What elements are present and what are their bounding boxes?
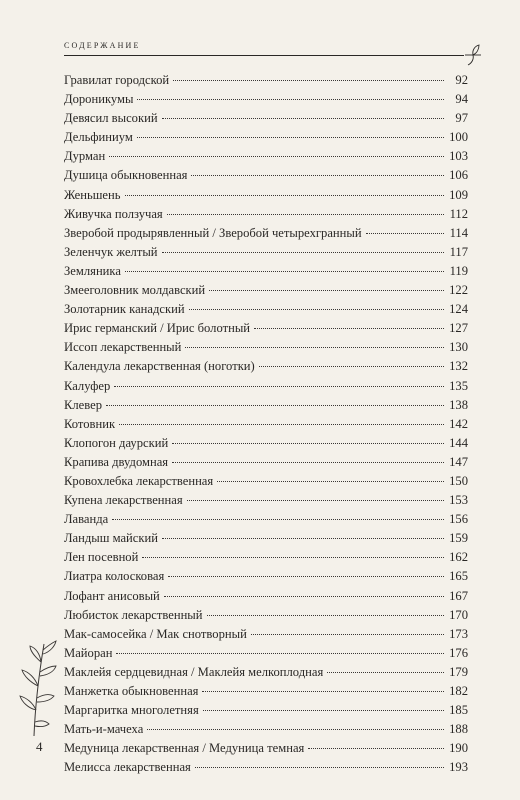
toc-entry-title: Девясил высокий: [64, 111, 158, 126]
toc-entry: [64, 109, 468, 128]
toc-entry: [64, 281, 468, 300]
toc-entry: [64, 396, 468, 415]
toc-entry: [64, 377, 468, 396]
toc-entry-page: 124: [449, 302, 468, 317]
toc-entry-title: Живучка ползучая: [64, 206, 163, 221]
toc-dot-leader: [116, 653, 444, 654]
toc-dot-leader: [147, 729, 444, 730]
toc-entry-title: Дельфиниум: [64, 130, 133, 145]
toc-dot-leader: [327, 672, 444, 673]
toc-entry: [64, 205, 468, 224]
toc-entry: [64, 338, 468, 357]
toc-entry: [64, 472, 468, 491]
toc-entry-page: 144: [449, 435, 468, 450]
toc-entry-title: Купена лекарственная: [64, 493, 183, 508]
toc-entry-title: Мак-самосейка / Мак снотворный: [64, 626, 247, 641]
toc-entry-title: Дороникумы: [64, 92, 134, 107]
toc-dot-leader: [173, 80, 444, 81]
toc-entry: [64, 453, 468, 472]
toc-entry-page: 167: [449, 588, 468, 603]
toc-entry-page: 147: [449, 454, 468, 469]
toc-entry: [64, 567, 468, 586]
toc-dot-leader: [114, 386, 444, 387]
toc-entry-title: Гравилат городской: [64, 73, 170, 87]
toc-entry-page: 100: [449, 130, 468, 145]
toc-entry-page: 142: [449, 416, 468, 431]
toc-entry-title: Маргаритка многолетняя: [64, 703, 199, 718]
toc-dot-leader: [189, 309, 444, 310]
toc-dot-leader: [106, 405, 444, 406]
toc-entry-page: 130: [449, 340, 468, 355]
toc-entry-title: Змееголовник молдавский: [64, 283, 206, 298]
toc-entry-title: Дурман: [64, 149, 106, 164]
toc-entry-page: 156: [449, 512, 468, 527]
toc-entry-title: Любисток лекарственный: [64, 607, 203, 622]
toc-dot-leader: [308, 748, 444, 749]
toc-dot-leader: [119, 424, 444, 425]
toc-entry-page: 176: [449, 645, 468, 660]
toc-entry-page: 179: [449, 664, 468, 679]
toc-entry-title: Земляника: [64, 263, 121, 278]
toc-entry: [64, 587, 468, 606]
header-rule: [64, 55, 464, 56]
toc-entry-page: 185: [449, 703, 468, 718]
toc-dot-leader: [185, 347, 444, 348]
toc-entry-page: 97: [455, 111, 468, 126]
toc-entry-title: Лаванда: [64, 512, 109, 527]
toc-entry-page: 122: [449, 283, 468, 298]
toc-entry: [64, 625, 468, 644]
toc-entry: [64, 758, 468, 777]
page-header-title: содержание: [64, 37, 141, 51]
toc-entry: [64, 71, 468, 90]
toc-entry-title: Золотарник канадский: [64, 302, 185, 317]
toc-entry-page: 103: [449, 149, 468, 164]
toc-entry-title: Калуфер: [64, 378, 111, 393]
toc-entry: [64, 128, 468, 147]
toc-dot-leader: [217, 481, 444, 482]
toc-entry-title: Мать-и-мачеха: [64, 722, 144, 737]
toc-dot-leader: [168, 576, 444, 577]
toc-entry: [64, 262, 468, 281]
toc-dot-leader: [112, 519, 444, 520]
toc-entry: [64, 663, 468, 682]
toc-entry-page: 193: [449, 760, 468, 775]
toc-entry: [64, 166, 468, 185]
toc-entry: [64, 548, 468, 567]
toc-entry-page: 135: [449, 378, 468, 393]
toc-entry-page: 106: [449, 168, 468, 183]
toc-entry: [64, 606, 468, 625]
toc-entry-page: 92: [455, 73, 468, 87]
toc-entry-page: 159: [449, 531, 468, 546]
toc-entry: [64, 300, 468, 319]
toc-entry: [64, 357, 468, 376]
toc-entry-title: Маклейя сердцевидная / Маклейя мелкоплодная: [64, 664, 324, 679]
toc-dot-leader: [172, 462, 444, 463]
toc-entry: [64, 434, 468, 453]
toc-dot-leader: [137, 137, 444, 138]
toc-entry-page: 127: [449, 321, 468, 336]
toc-dot-leader: [172, 443, 444, 444]
toc-dot-leader: [366, 233, 444, 234]
toc-entry-page: 173: [449, 626, 468, 641]
toc-entry-title: Медуница лекарственная / Медуница темная: [64, 741, 305, 756]
toc-entry-page: 138: [449, 397, 468, 412]
toc-entry: [64, 644, 468, 663]
toc-entry-page: 153: [449, 493, 468, 508]
table-of-contents: [64, 71, 468, 777]
toc-dot-leader: [162, 252, 444, 253]
toc-entry-page: 132: [449, 359, 468, 374]
toc-dot-leader: [203, 710, 444, 711]
toc-entry-title: Котовник: [64, 416, 116, 431]
toc-entry-title: Клопогон даурский: [64, 435, 169, 450]
toc-dot-leader: [142, 557, 444, 558]
toc-entry: [64, 739, 468, 758]
toc-entry: [64, 186, 468, 205]
toc-entry-title: Иссоп лекарственный: [64, 340, 182, 355]
toc-dot-leader: [162, 538, 444, 539]
toc-entry-page: 188: [449, 722, 468, 737]
toc-entry: [64, 90, 468, 109]
toc-entry-page: 112: [449, 206, 468, 221]
toc-entry-title: Календула лекарственная (ноготки): [64, 359, 255, 374]
toc-entry-page: 117: [449, 244, 468, 259]
toc-entry: [64, 243, 468, 262]
toc-entry-title: Майоран: [64, 645, 113, 660]
toc-dot-leader: [167, 214, 444, 215]
toc-entry-title: Крапива двудомная: [64, 454, 169, 469]
toc-entry-page: 150: [449, 473, 468, 488]
page-number: 4: [36, 739, 43, 754]
toc-dot-leader: [191, 175, 444, 176]
leaf-ornament-icon: [463, 44, 483, 66]
toc-dot-leader: [162, 118, 444, 119]
toc-entry: [64, 720, 468, 739]
toc-entry-page: 170: [449, 607, 468, 622]
toc-entry-page: 109: [449, 187, 468, 202]
toc-entry-title: Лиатра колосковая: [64, 569, 165, 584]
toc-entry-title: Душица обыкновенная: [64, 168, 188, 183]
toc-dot-leader: [125, 271, 444, 272]
botanical-sprig-icon: [14, 640, 58, 736]
toc-entry-title: Ландыш майский: [64, 531, 158, 546]
toc-dot-leader: [207, 615, 444, 616]
toc-entry-page: 119: [449, 263, 468, 278]
toc-entry-title: Кровохлебка лекарственная: [64, 473, 214, 488]
toc-entry-title: Клевер: [64, 397, 103, 412]
toc-entry: [64, 682, 468, 701]
toc-dot-leader: [187, 500, 444, 501]
toc-dot-leader: [109, 156, 444, 157]
toc-entry-page: 190: [449, 741, 468, 756]
toc-entry-title: Зверобой продырявленный / Зверобой четырехгранный: [64, 225, 362, 240]
toc-entry: [64, 147, 468, 166]
toc-entry-page: 182: [449, 684, 468, 698]
toc-entry-page: 114: [449, 225, 468, 240]
toc-entry: [64, 701, 468, 720]
toc-entry-title: Лен посевной: [64, 550, 139, 565]
toc-entry: [64, 319, 468, 338]
toc-entry-title: Ирис германский / Ирис болотный: [64, 321, 251, 336]
toc-entry: [64, 415, 468, 434]
toc-entry-title: Манжетка обыкновенная: [64, 684, 199, 698]
toc-dot-leader: [254, 328, 444, 329]
toc-dot-leader: [209, 290, 444, 291]
toc-entry-title: Зеленчук желтый: [64, 244, 158, 259]
toc-dot-leader: [259, 366, 444, 367]
toc-entry-page: 165: [449, 569, 468, 584]
toc-dot-leader: [164, 596, 444, 597]
toc-dot-leader: [251, 634, 444, 635]
toc-entry: [64, 491, 468, 510]
toc-entry: [64, 510, 468, 529]
toc-entry-title: Женьшень: [64, 187, 121, 202]
toc-entry: [64, 224, 468, 243]
toc-entry-title: Мелисса лекарственная: [64, 760, 191, 775]
toc-entry-page: 94: [455, 92, 468, 107]
toc-dot-leader: [195, 767, 444, 768]
toc-dot-leader: [125, 195, 445, 196]
toc-dot-leader: [137, 99, 444, 100]
toc-entry-page: 162: [449, 550, 468, 565]
toc-dot-leader: [202, 691, 444, 692]
toc-entry: [64, 529, 468, 548]
toc-entry-title: Лофант анисовый: [64, 588, 160, 603]
